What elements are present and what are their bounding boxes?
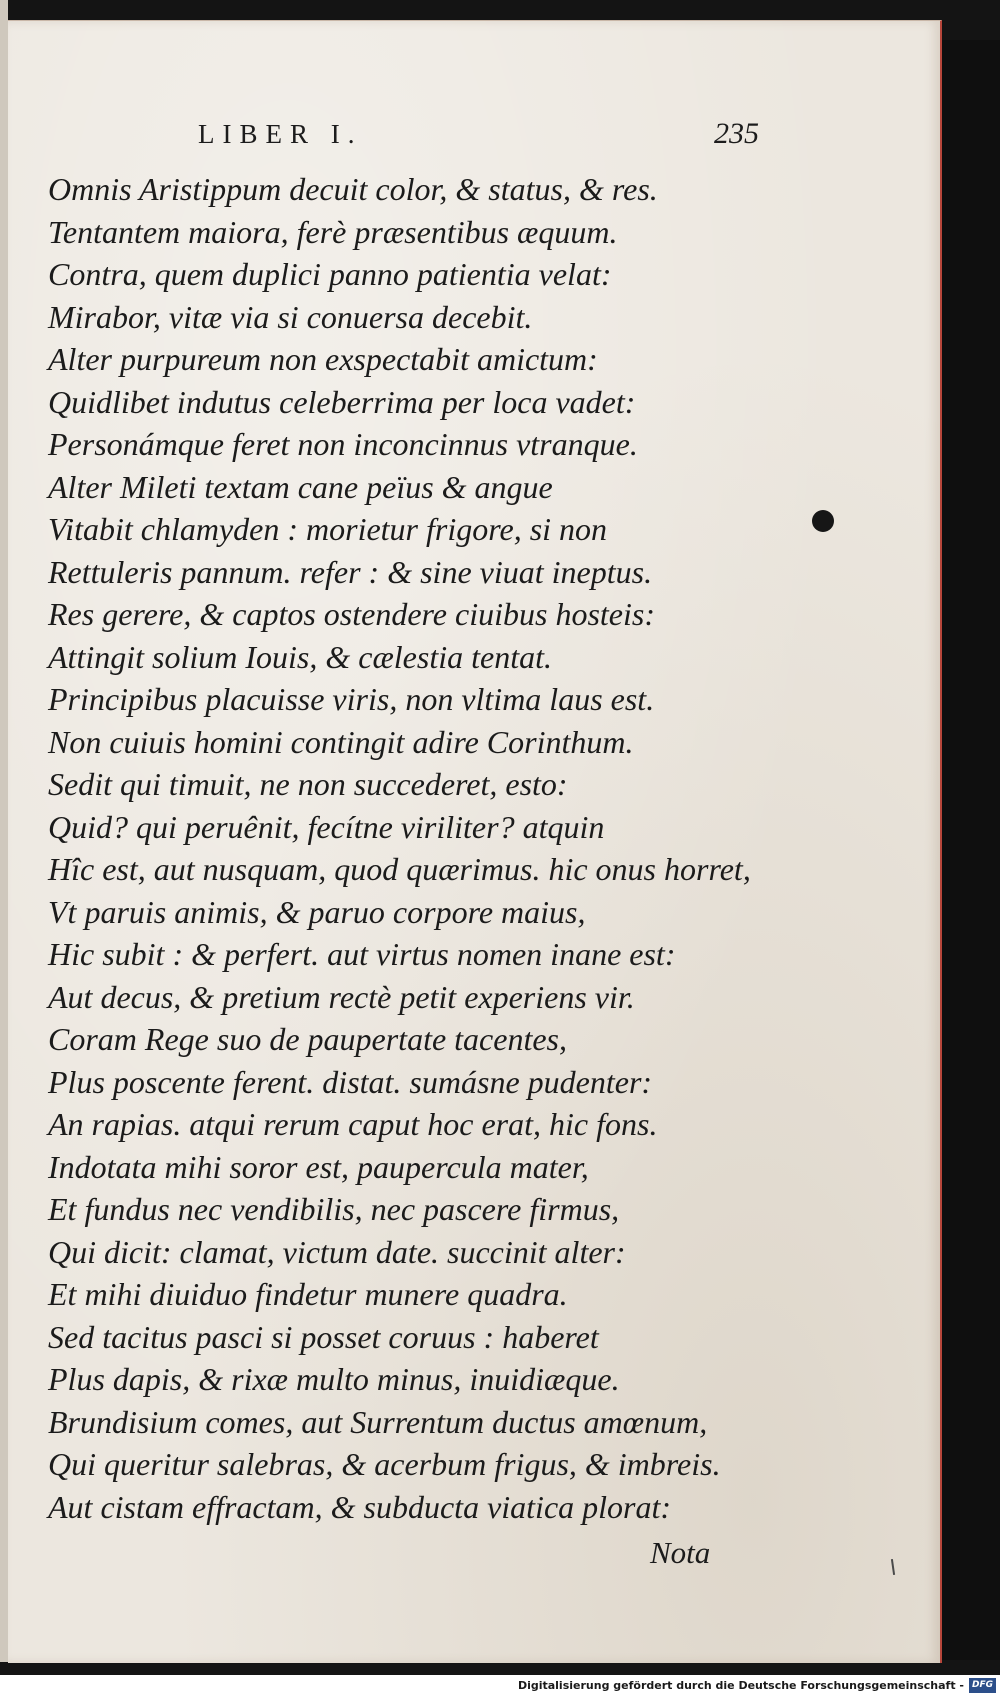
verse-line: Coram Rege suo de paupertate tacentes, [48, 1021, 567, 1057]
verse-line: Et fundus nec vendibilis, nec pascere firmus, [48, 1191, 620, 1227]
book-page [8, 20, 942, 1663]
verse-line: Plus dapis, & rixæ multo minus, inuidiæque. [48, 1361, 620, 1397]
verse-line: Rettuleris pannum. refer : & sine viuat ineptus. [48, 553, 653, 590]
ink-spot [812, 510, 834, 532]
verse-line: Quidlibet indutus celeberrima per loca vadet: [48, 383, 636, 420]
left-page-edge [0, 0, 8, 1662]
verse-line: Vt paruis animis, & paruo corpore maius, [48, 893, 586, 930]
verse-line: Personámque feret non inconcinnus vtranque. [48, 426, 638, 462]
verse-line: Plus poscente ferent. distat. sumásne pudenter: [48, 1063, 653, 1100]
verse-line: Indotata mihi soror est, paupercula mater, [48, 1148, 589, 1185]
verse-line: Tentantem maiora, ferè præsentibus æquum. [48, 213, 618, 250]
verse-line: Sed tacitus pasci si posset coruus : haberet [48, 1318, 599, 1355]
verse-line: Non cuiuis homini contingit adire Corinthum. [48, 723, 634, 760]
verse-line: Mirabor, vitæ via si conuersa decebit. [48, 298, 533, 335]
verse-line: Qui queritur salebras, & acerbum frigus, & imbreis. [48, 1446, 721, 1482]
verse-line: Aut decus, & pretium rectè petit experiens vir. [48, 978, 635, 1015]
verse-line: Vitabit chlamyden : morietur frigore, si non [48, 511, 608, 547]
catchword: Nota [650, 1535, 711, 1570]
footer-credit: Digitalisierung gefördert durch die Deutsche Forschungsgemeinschaft - [517, 1679, 964, 1692]
verse-line: Principibus placuisse viris, non vltima laus est. [48, 681, 655, 717]
running-head: LIBER I. [198, 119, 363, 149]
verse-line: Hic subit : & perfert. aut virtus nomen inane est: [48, 936, 676, 972]
verse-line: Attingit solium Iouis, & cælestia tentat. [48, 638, 552, 675]
right-book-edge [942, 40, 1000, 1660]
verse-line: Qui dicit: clamat, victum date. succinit alter: [48, 1233, 626, 1270]
verse-line: Sedit qui timuit, ne non succederet, esto: [48, 766, 568, 802]
page-number: 235 [714, 117, 759, 150]
verse-line: Contra, quem duplici panno patientia velat: [48, 256, 612, 292]
verse-line: Alter purpureum non exspectabit amictum: [48, 341, 598, 377]
verse-line: Res gerere, & captos ostendere ciuibus hosteis: [48, 596, 655, 632]
verse-line: Alter Mileti textam cane peïus & angue [48, 468, 553, 505]
verse-line: Quid? qui peruênit, fecítne viriliter? atquin [48, 808, 605, 845]
dfg-logo: DFG [969, 1678, 996, 1693]
verse-line: Et mihi diuiduo findetur munere quadra. [48, 1276, 568, 1312]
verse-list [48, 168, 928, 1528]
verse-line: Omnis Aristippum decuit color, & status, & res. [48, 171, 658, 207]
digitization-footer [0, 1675, 1000, 1697]
verse-line: Hîc est, aut nusquam, quod quærimus. hic onus horret, [48, 851, 751, 887]
verse-line: Aut cistam effractam, & subducta viatica plorat: [48, 1488, 672, 1525]
margin-mark [891, 1559, 895, 1575]
verse-line: Brundisium comes, aut Surrentum ductus amœnum, [48, 1403, 708, 1440]
verse-line: An rapias. atqui rerum caput hoc erat, hic fons. [48, 1106, 658, 1142]
